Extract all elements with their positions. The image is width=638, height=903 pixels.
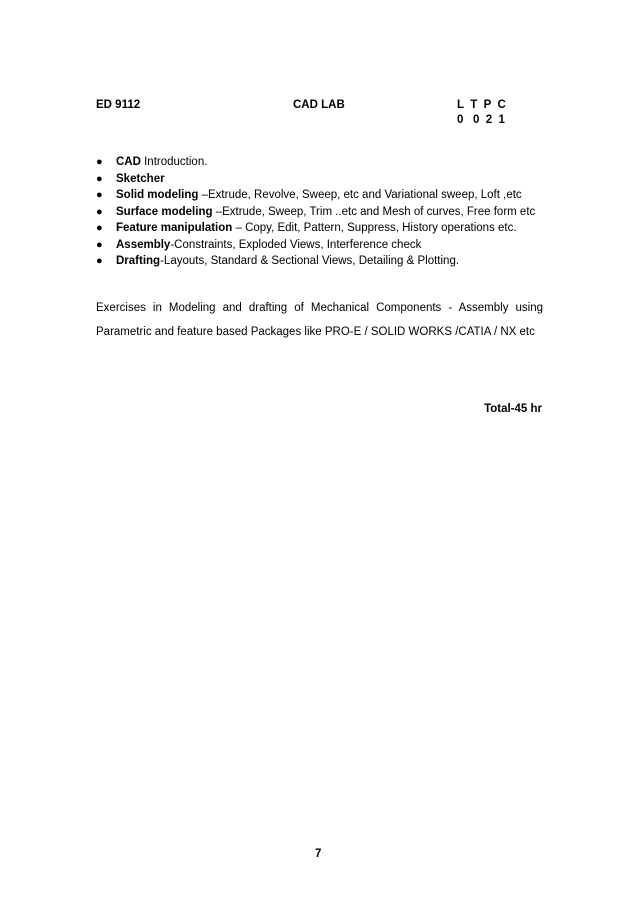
topic-name: Assembly [116, 238, 171, 251]
list-item [96, 205, 541, 221]
topic-list [96, 155, 546, 271]
total-hours: Total-45 hr [484, 403, 542, 415]
topic-name: Drafting [116, 255, 161, 267]
bullet-icon: ● [96, 222, 103, 234]
list-item [96, 221, 546, 237]
list-item [96, 254, 546, 270]
page-number: 7 [315, 848, 322, 860]
topic-detail: -Layouts, Standard & Sectional Views, Detailing & Plotting. [160, 255, 460, 267]
exercises-paragraph: Exercises in Modeling and drafting of Mechanical Components - Assembly using Parametric and feature based Packages like PRO-E / SOLID WORKS /CATIA / NX etc [96, 302, 543, 338]
topic-name: Solid modeling [116, 189, 199, 201]
list-item [96, 188, 546, 204]
topic-name: Surface modeling [116, 205, 213, 218]
ltpc-values: 0 0 2 1 [457, 114, 505, 126]
topic-detail: Introduction. [140, 156, 208, 168]
topic-detail: –Extrude, Sweep, Trim ..etc and Mesh of curves, Free form etc [212, 205, 536, 218]
topic-detail: – Copy, Edit, Pattern, Suppress, History operations etc. [232, 222, 517, 234]
bullet-icon: ● [96, 156, 103, 168]
bullet-icon: ● [96, 255, 103, 267]
bullet-icon: ● [96, 172, 103, 185]
topic-detail: –Extrude, Revolve, Sweep, etc and Variational sweep, Loft ,etc [198, 189, 522, 201]
bullet-icon: ● [96, 189, 103, 201]
ltpc-labels: L T P C [457, 99, 506, 111]
list-item [96, 155, 546, 171]
topic-detail: -Constraints, Exploded Views, Interference check [170, 238, 422, 251]
list-item [96, 172, 546, 188]
topic-name: Sketcher [116, 172, 165, 185]
bullet-icon: ● [96, 205, 103, 218]
topic-name: CAD [116, 156, 141, 168]
bullet-icon: ● [96, 238, 103, 251]
course-code: ED 9112 [96, 99, 141, 111]
course-title: CAD LAB [293, 99, 345, 111]
topic-name: Feature manipulation [116, 222, 233, 234]
list-item [96, 238, 546, 254]
